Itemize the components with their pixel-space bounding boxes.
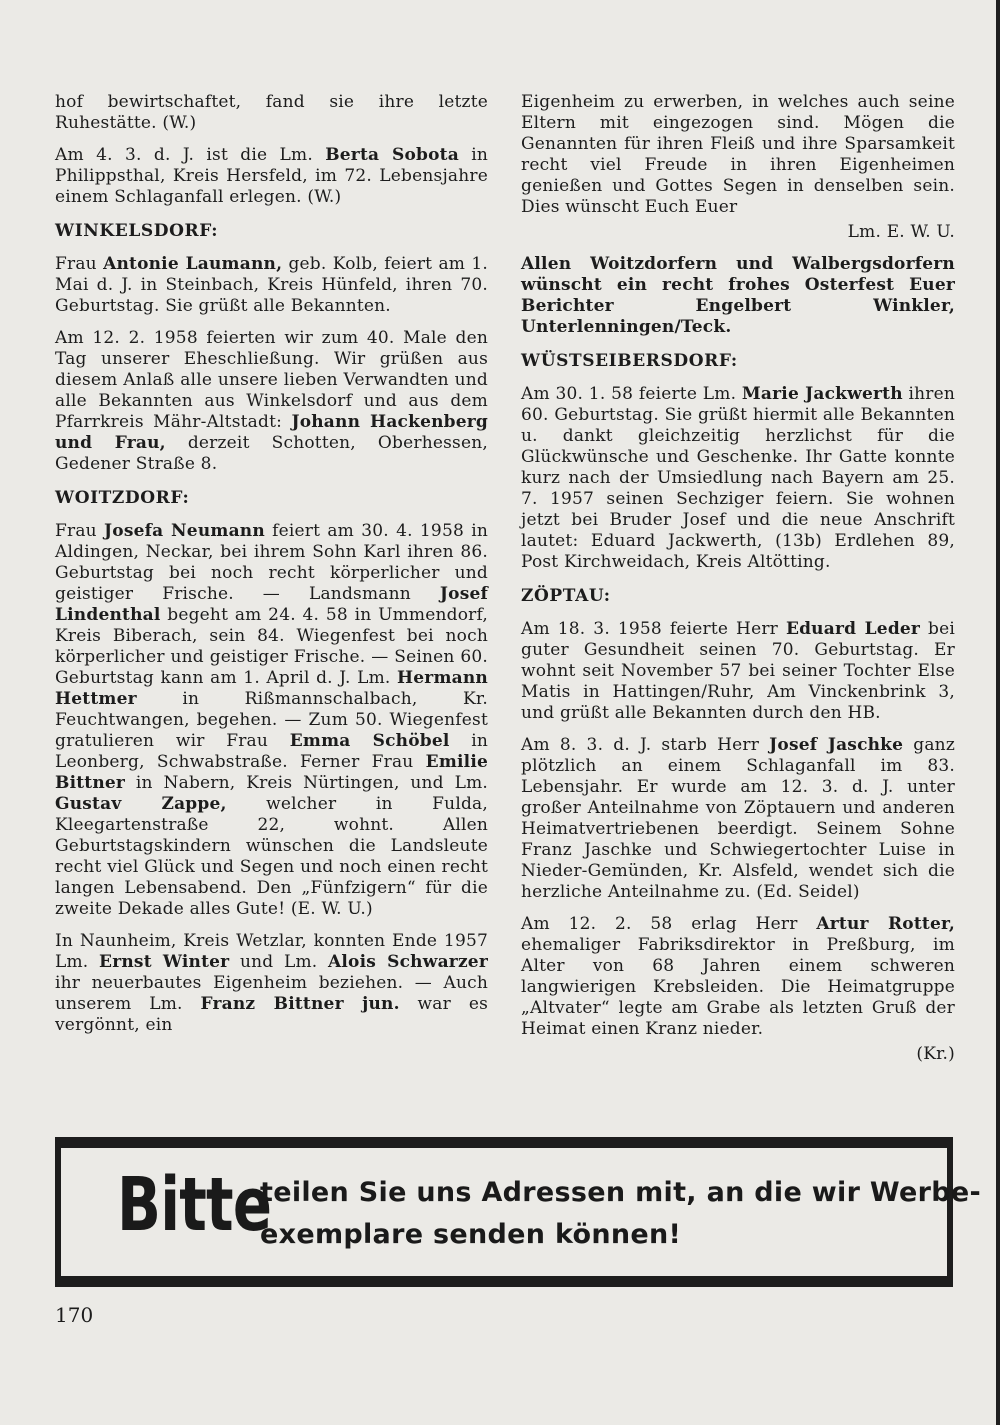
page-edge: [996, 0, 1000, 1425]
paragraph: hof bewirtschaftet, fand sie ihre letzte Ruhestätte. (W.): [55, 92, 488, 133]
person-name: Hermann Hettmer: [55, 668, 488, 709]
person-name: Marie Jackwerth: [741, 384, 903, 404]
signature: Lm. E. W. U.: [847, 222, 955, 242]
signature: (Kr.): [916, 1044, 955, 1064]
banner-rule-bottom: [55, 1276, 953, 1287]
person-name: Johann Hackenberg und Frau,: [55, 412, 488, 453]
person-name: Josefa Neumann: [104, 521, 265, 541]
person-name: Artur Rotter,: [816, 914, 955, 934]
person-name: Emilie Bittner: [55, 752, 488, 793]
paragraph: Am 30. 1. 58 feierte Lm. Marie Jackwerth ihren 60. Geburtstag. Sie grüßt hiermit alle Bekannten u. dankt gleichzeitig herzlichst für die Glückwünsche und Geschenke. Ihr Gatte konnte kurz nach der Umsiedlung nach Bayern am 25. 7. 1957 seinen Sechziger feiern. Sie wohnen jetzt bei Bruder Josef und die neue Anschrift lautet: Eduard Jackwerth, (13b) Erdlehen 89, Post Kirchweidach, Kreis Altötting.: [521, 384, 955, 572]
person-name: Emma Schöbel: [289, 731, 450, 751]
person-name: Josef Jaschke: [769, 735, 904, 755]
person-name: Antonie Laumann,: [103, 254, 283, 274]
person-name: Alois Schwarzer: [328, 952, 488, 972]
banner-border-left: [55, 1148, 61, 1276]
paragraph: In Naunheim, Kreis Wetzlar, konnten Ende 1957 Lm. Ernst Winter und Lm. Alois Schwarzer ihr neuerbautes Eigenheim beziehen. — Auch unserem Lm. Franz Bittner jun. war es vergönnt, ein: [55, 931, 489, 1035]
banner-text-line-2: exemplare senden können!: [260, 1219, 682, 1250]
paragraph: Am 12. 2. 1958 feierten wir zum 40. Male den Tag unserer Eheschließung. Wir grüßen aus diesem Anlaß alle unsere lieben Verwandten und alle Bekannten aus Winkelsdorf und aus dem Pfarrkreis Mähr-Altstadt: Johann Hackenberg und Frau, derzeit Schotten, Oberhessen, Gedener Straße 8.: [55, 328, 488, 474]
person-name: Franz Bittner jun.: [200, 994, 400, 1014]
person-name: Josef Lindenthal: [55, 584, 488, 625]
section-heading-wustseibersdorf: WÜSTSEIBERSDORF:: [521, 351, 738, 371]
right-column: [521, 92, 955, 1076]
banner-text-line-1: teilen Sie uns Adressen mit, an die wir Werbe-: [260, 1177, 982, 1208]
section-heading-winkelsdorf: WINKELSDORF:: [55, 221, 219, 241]
paragraph: Frau Josefa Neumann feiert am 30. 4. 1958 in Aldingen, Neckar, bei ihrem Sohn Karl ihren 86. Geburtstag bei noch recht körperlicher und geistiger Frische. — Landsmann Josef Lindenthal begeht am 24. 4. 58 in Ummendorf, Kreis Biberach, sein 84. Wiegenfest bei noch körperlicher und geistiger Frische. — Seinen 60. Geburtstag kann am 1. April d. J. Lm. Hermann Hettmer in Rißmannschalbach, Kr. Feuchtwangen, begehen. — Zum 50. Wiegenfest gratulieren wir Frau Emma Schöbel in Leonberg, Schwabstraße. Ferner Frau Emilie Bittner in Nabern, Kreis Nürtingen, und Lm. Gustav Zappe, welcher in Fulda, Kleegartenstraße 22, wohnt. Allen Geburtstagskindern wünschen die Landsleute recht viel Glück und Segen und noch einen recht langen Lebensabend. Den „Fünfzigern“ für die zweite Dekade alles Gute! (E. W. U.): [55, 521, 488, 919]
section-heading-woitzdorf: WOITZDORF:: [55, 488, 190, 508]
left-column: [55, 92, 488, 1047]
person-name: Gustav Zappe,: [55, 794, 227, 814]
person-name: Eduard Leder: [785, 619, 921, 639]
paragraph: Am 18. 3. 1958 feierte Herr Eduard Leder bei guter Gesundheit seinen 70. Geburtstag. Er wohnt seit November 57 bei seiner Tochter Else Matis in Hattingen/Ruhr, Am Vinckenbrink 3, und grüßt alle Bekannten durch den HB.: [521, 619, 955, 723]
paragraph: Eigenheim zu erwerben, in welches auch seine Eltern mit eingezogen sind. Mögen die Genannten für ihren Fleiß und ihre Sparsamkeit recht viel Freude in ihren Eigenheimen genießen und Gottes Segen in denselben sein. Dies wünscht Euch Euer: [521, 92, 955, 217]
paragraph: Allen Woitzdorfern und Walbergsdorfern wünscht ein recht frohes Osterfest Euer Berichter Engelbert Winkler, Unterlenningen/Teck.: [521, 254, 955, 337]
paragraph: Am 12. 2. 58 erlag Herr Artur Rotter, ehemaliger Fabriksdirektor in Preßburg, im Alter von 68 Jahren einem schweren langwierigen Krebsleiden. Die Heimatgruppe „Altvater“ legte am Grabe als letzten Gruß der Heimat einen Kranz nieder.: [521, 914, 955, 1039]
paragraph: Am 4. 3. d. J. ist die Lm. Berta Sobota in Philippsthal, Kreis Hersfeld, im 72. Lebensjahre einem Schlaganfall erlegen. (W.): [55, 145, 489, 207]
paragraph: Am 8. 3. d. J. starb Herr Josef Jaschke ganz plötzlich an einem Schlaganfall im 83. Lebensjahr. Er wurde am 12. 3. d. J. unter großer Anteilnahme von Zöptauern und anderen Heimatvertriebenen beerdigt. Seinem Sohne Franz Jaschke und Schwiegertochter Luise in Nieder-Gemünden, Kr. Alsfeld, wendet sich die herzliche Anteilnahme zu. (Ed. Seidel): [521, 735, 955, 902]
banner-border-right: [947, 1148, 953, 1276]
page-number: 170: [55, 1303, 94, 1327]
person-name: Ernst Winter: [99, 952, 230, 972]
section-heading-zoptau: ZÖPTAU:: [521, 586, 611, 606]
request-banner: [55, 1137, 982, 1287]
banner-rule-top: [55, 1137, 953, 1148]
paragraph: Frau Antonie Laumann, geb. Kolb, feiert am 1. Mai d. J. in Steinbach, Kreis Hünfeld, ihren 70. Geburtstag. Sie grüßt alle Bekannten.: [55, 254, 489, 316]
banner-headline: Bitte: [117, 1162, 272, 1248]
person-name: Berta Sobota: [325, 145, 459, 165]
